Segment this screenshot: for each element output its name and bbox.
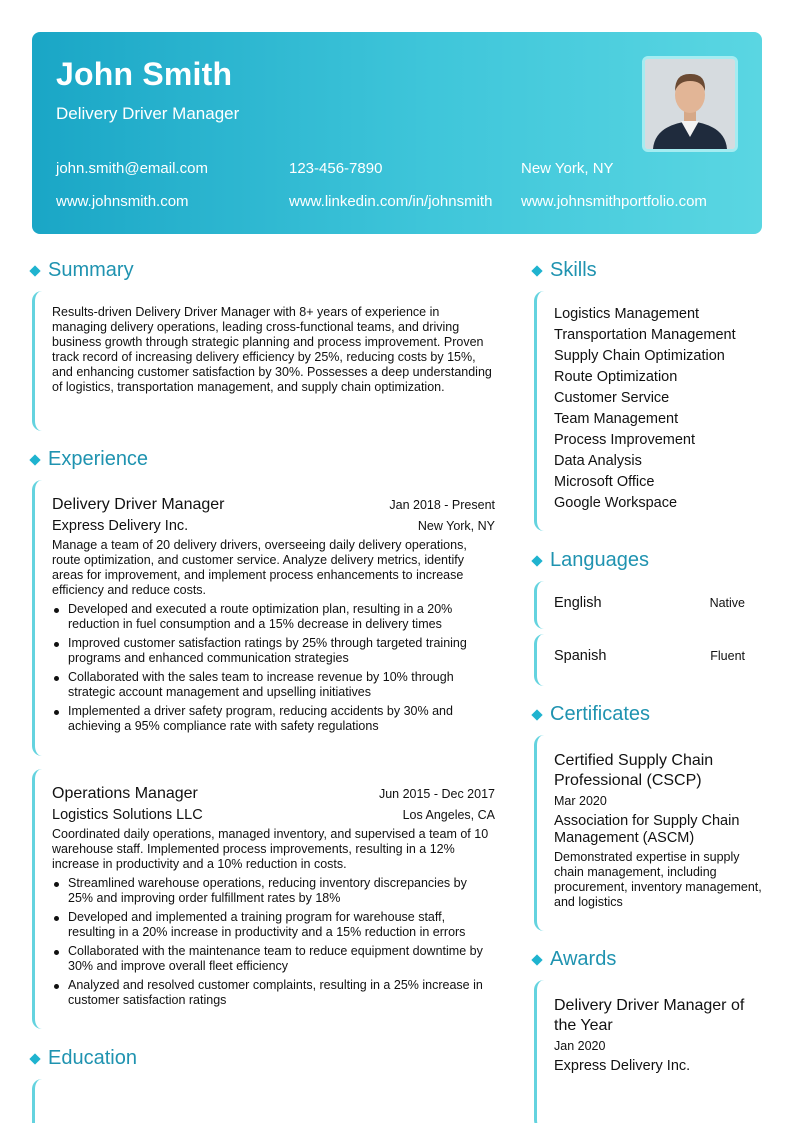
- certificate-entry: [534, 735, 762, 931]
- skill-item: Data Analysis: [554, 453, 642, 469]
- skill-item: Supply Chain Optimization: [554, 348, 725, 364]
- candidate-name: John Smith: [56, 56, 233, 92]
- diamond-icon: [531, 265, 542, 276]
- language-entry: [534, 634, 762, 686]
- email-link[interactable]: john.smith@email.com: [56, 160, 208, 177]
- language-entry: [534, 581, 762, 629]
- languages-heading-label: Languages: [550, 549, 649, 571]
- achievement-item: Analyzed and resolved customer complaints, resulting in a 25% increase in customer satisfaction ratings: [52, 978, 495, 1008]
- job-dates: Jan 2018 - Present: [389, 498, 495, 512]
- job-dates: Jun 2015 - Dec 2017: [378, 787, 495, 801]
- award-issuer: Express Delivery Inc.: [554, 1058, 691, 1074]
- awards-heading-label: Awards: [550, 948, 617, 970]
- education-heading-label: Education: [48, 1047, 137, 1069]
- diamond-icon: [29, 265, 40, 276]
- job-title: Operations Manager: [52, 785, 198, 802]
- skill-item: Team Management: [554, 411, 679, 427]
- summary-heading-label: Summary: [48, 259, 134, 281]
- achievement-item: Improved customer satisfaction ratings by 25% through targeted training programs and enhanced communication strategies: [52, 636, 495, 666]
- certificates-heading: [533, 703, 650, 726]
- summary-card: [32, 291, 495, 431]
- education-card: [32, 1079, 495, 1123]
- job-company: Express Delivery Inc.: [52, 518, 189, 534]
- job-achievements: [52, 602, 495, 734]
- diamond-icon: [29, 1053, 40, 1064]
- achievement-item: Streamlined warehouse operations, reducing inventory discrepancies by 25% and improving order fulfillment rates by 18%: [52, 876, 495, 906]
- summary-heading: [31, 259, 134, 282]
- skills-heading: [533, 259, 597, 282]
- linkedin-link[interactable]: www.linkedin.com/in/johnsmith: [289, 193, 493, 210]
- certificate-issuer: Association for Supply Chain Management (ASCM): [554, 813, 740, 846]
- skill-item: Transportation Management: [554, 327, 736, 343]
- award-entry: [534, 980, 762, 1123]
- experience-entry: [32, 480, 495, 756]
- job-achievements: [52, 876, 495, 1008]
- certificate-description: Demonstrated expertise in supply chain management, including procurement, inventory management, and logistics: [554, 850, 762, 909]
- language-name: Spanish: [554, 648, 607, 664]
- portfolio-link[interactable]: www.johnsmithportfolio.com: [521, 193, 707, 210]
- skill-item: Customer Service: [554, 390, 670, 406]
- achievement-item: Collaborated with the sales team to increase revenue by 10% through strategic account management and upselling initiatives: [52, 670, 495, 700]
- phone-text: 123-456-7890: [289, 160, 383, 177]
- education-heading: [31, 1047, 137, 1070]
- language-name: English: [554, 595, 602, 611]
- profile-photo: [642, 56, 738, 152]
- certificate-date: Mar 2020: [554, 794, 607, 808]
- award-title: Delivery Driver Manager of the Year: [554, 997, 745, 1034]
- diamond-icon: [29, 454, 40, 465]
- job-title: Delivery Driver Manager: [52, 496, 225, 513]
- candidate-title: Delivery Driver Manager: [56, 104, 240, 123]
- job-location: New York, NY: [417, 519, 495, 533]
- summary-text: Results-driven Delivery Driver Manager with 8+ years of experience in managing delivery operations, leading cross-functional teams, and driving business growth through strategic planning and process improvement. Proven track record of increasing delivery efficiency by 25%, reducing costs by 15%, and enhancing customer satisfaction by 30%. Possesses a deep understanding of logistics, transportation management, and supply chain optimization.: [52, 305, 492, 394]
- award-date: Jan 2020: [554, 1039, 606, 1053]
- experience-entry: [32, 769, 495, 1029]
- skill-item: Microsoft Office: [554, 474, 655, 490]
- skill-item: Logistics Management: [554, 306, 700, 322]
- skill-item: Process Improvement: [554, 432, 696, 448]
- diamond-icon: [531, 709, 542, 720]
- location-text: New York, NY: [521, 160, 614, 177]
- skills-heading-label: Skills: [550, 259, 597, 281]
- experience-heading: [31, 448, 148, 471]
- language-level: Fluent: [710, 649, 745, 663]
- job-company: Logistics Solutions LLC: [52, 807, 203, 823]
- skills-card: [534, 291, 762, 531]
- skill-item: Google Workspace: [554, 495, 678, 511]
- avatar-icon: [645, 59, 735, 149]
- job-description: Coordinated daily operations, managed inventory, and supervised a team of 10 warehouse staff. Implemented process improvements, resulting in a 12% increase in productivity and a 10% reduction in costs.: [52, 827, 489, 871]
- achievement-item: Implemented a driver safety program, reducing accidents by 30% and achieving a 95% compliance rate with safety regulations: [52, 704, 495, 734]
- language-level: Native: [709, 596, 745, 610]
- achievement-item: Collaborated with the maintenance team to reduce equipment downtime by 30% and improve overall fleet efficiency: [52, 944, 495, 974]
- skill-item: Route Optimization: [554, 369, 678, 385]
- certificates-heading-label: Certificates: [550, 703, 651, 725]
- website-link[interactable]: www.johnsmith.com: [56, 193, 189, 210]
- languages-heading: [533, 549, 649, 572]
- job-description: Manage a team of 20 delivery drivers, overseeing daily delivery operations, route optimization, and customer service. Analyze delivery metrics, identify areas for improvement, and implement process enhancements to increase efficiency and reduce costs.: [52, 538, 467, 597]
- resume-header: [32, 32, 762, 234]
- experience-heading-label: Experience: [48, 448, 149, 470]
- achievement-item: Developed and executed a route optimization plan, resulting in a 20% reduction in fuel consumption and a 15% decrease in delivery times: [52, 602, 495, 632]
- diamond-icon: [531, 954, 542, 965]
- certificate-title: Certified Supply Chain Professional (CSCP): [554, 752, 714, 789]
- diamond-icon: [531, 555, 542, 566]
- job-location: Los Angeles, CA: [402, 808, 495, 822]
- achievement-item: Developed and implemented a training program for warehouse staff, resulting in a 20% increase in productivity and a 15% reduction in errors: [52, 910, 495, 940]
- awards-heading: [533, 948, 616, 971]
